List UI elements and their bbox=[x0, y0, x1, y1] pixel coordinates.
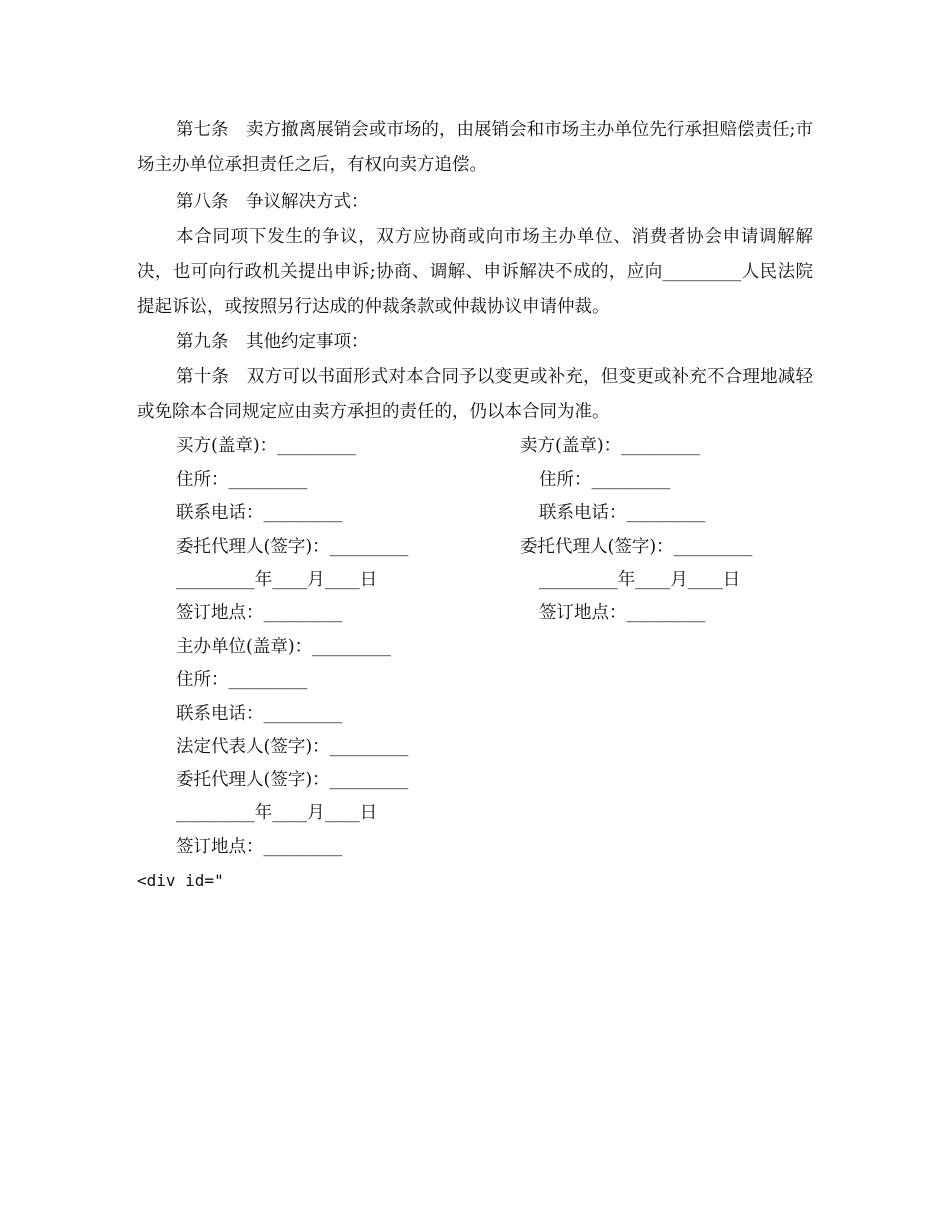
seller-address-field: 住所：_________ bbox=[539, 470, 671, 490]
article-9-heading: 第九条 其他约定事项： bbox=[176, 332, 369, 352]
organizer-agent-field: 委托代理人(签字)：_________ bbox=[176, 770, 409, 790]
seller-seal-field: 卖方(盖章)：_________ bbox=[520, 436, 700, 456]
article-8-paragraph: 本合同项下发生的争议，双方应协商或向市场主办单位、消费者协会申请调解解决，也可向行政机关提出申诉;协商、调解、申诉解决不成的，应向_________人民法院提起诉讼，或按照另行达成的仲裁条款或仲裁协议申请仲裁。 bbox=[137, 227, 813, 317]
stray-code-text: <div id=" bbox=[137, 871, 224, 890]
seller-date-field: _________年____月____日 bbox=[539, 570, 741, 590]
buyer-agent-field: 委托代理人(签字)：_________ bbox=[176, 537, 409, 557]
organizer-place-field: 签订地点：_________ bbox=[176, 837, 343, 857]
article-8-heading: 第八条 争议解决方式： bbox=[176, 192, 369, 212]
organizer-seal-field: 主办单位(盖章)：_________ bbox=[176, 637, 391, 657]
organizer-date-field: _________年____月____日 bbox=[176, 803, 378, 823]
article-10-paragraph: 第十条 双方可以书面形式对本合同予以变更或补充，但变更或补充不合理地减轻或免除本合同规定应由卖方承担的责任的，仍以本合同为准。 bbox=[137, 367, 813, 422]
seller-place-field: 签订地点：_________ bbox=[539, 603, 706, 623]
article-7-paragraph: 第七条 卖方撤离展销会或市场的，由展销会和市场主办单位先行承担赔偿责任;市场主办单位承担责任之后，有权向卖方追偿。 bbox=[137, 120, 813, 175]
seller-phone-field: 联系电话：_________ bbox=[539, 503, 706, 523]
buyer-seal-field: 买方(盖章)：_________ bbox=[176, 436, 356, 456]
buyer-date-field: _________年____月____日 bbox=[176, 570, 378, 590]
buyer-place-field: 签订地点：_________ bbox=[176, 603, 343, 623]
organizer-phone-field: 联系电话：_________ bbox=[176, 704, 343, 724]
seller-agent-field: 委托代理人(签字)：_________ bbox=[520, 537, 753, 557]
organizer-address-field: 住所：_________ bbox=[176, 670, 308, 690]
buyer-phone-field: 联系电话：_________ bbox=[176, 503, 343, 523]
organizer-legal-rep-field: 法定代表人(签字)：_________ bbox=[176, 737, 409, 757]
buyer-address-field: 住所：_________ bbox=[176, 470, 308, 490]
